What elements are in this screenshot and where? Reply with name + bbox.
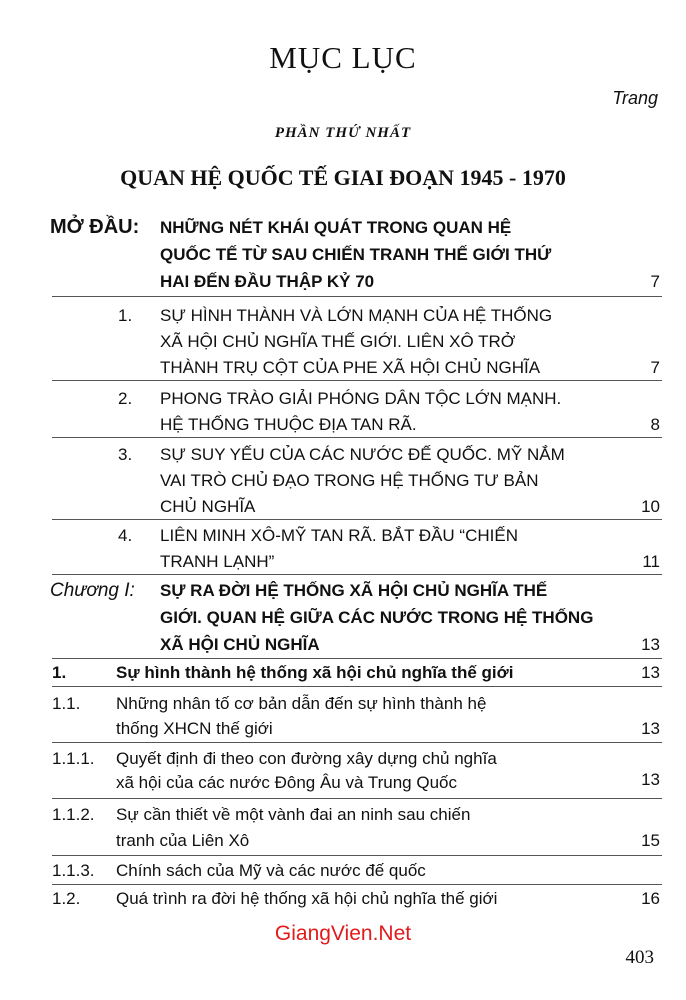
chapter-line: XÃ HỘI CHỦ NGHĨA <box>160 635 320 654</box>
intro-item-line: XÃ HỘI CHỦ NGHĨA THẾ GIỚI. LIÊN XÔ TRỞ <box>160 332 516 351</box>
chapter-line: GIỚI. QUAN HỆ GIỮA CÁC NƯỚC TRONG HỆ THỐNG <box>160 608 594 627</box>
divider <box>52 437 662 438</box>
section-number: 1.1.2. <box>52 805 95 824</box>
section-line: Những nhân tố cơ bản dẫn đến sự hình thành hệ <box>116 694 487 713</box>
section-page: 15 <box>641 831 660 850</box>
divider <box>52 798 662 799</box>
section-page: 16 <box>641 889 660 908</box>
section-number: 1.1.1. <box>52 749 95 768</box>
watermark-text: GiangVien.Net <box>274 922 412 945</box>
section-line: Sự cần thiết về một vành đai an ninh sau chiến <box>116 805 471 824</box>
section-line: xã hội của các nước Đông Âu và Trung Quốc <box>116 773 457 792</box>
intro-item-page: 8 <box>650 415 660 434</box>
section-number: 1.1. <box>52 694 81 713</box>
intro-line: HAI ĐẾN ĐẦU THẬP KỶ 70 <box>160 272 375 291</box>
intro-item-line: HỆ THỐNG THUỘC ĐỊA TAN RÃ. <box>160 415 417 434</box>
section-line: Quyết định đi theo con đường xây dựng chủ nghĩa <box>116 749 497 768</box>
intro-item-line: LIÊN MINH XÔ-MỸ TAN RÃ. BẮT ĐẦU “CHIẾN <box>160 526 518 545</box>
section-page: 13 <box>641 770 660 789</box>
intro-item-line: TRANH LẠNH” <box>160 552 275 571</box>
part-label: PHẦN THỨ NHẤT <box>274 125 412 141</box>
section-line: Sự hình thành hệ thống xã hội chủ nghĩa thế giới <box>116 663 514 682</box>
section-line: tranh của Liên Xô <box>116 831 250 850</box>
divider <box>52 574 662 575</box>
intro-item-page: 10 <box>641 497 660 516</box>
section-line: thống XHCN thế giới <box>116 719 273 738</box>
intro-item-line: PHONG TRÀO GIẢI PHÓNG DÂN TỘC LỚN MẠNH. <box>160 389 562 408</box>
section-line: Chính sách của Mỹ và các nước đế quốc <box>116 861 426 880</box>
intro-item-number: 1. <box>118 306 133 325</box>
intro-item-number: 3. <box>118 445 133 464</box>
chapter-page: 13 <box>641 635 660 654</box>
divider <box>52 855 662 856</box>
intro-item-page: 7 <box>650 358 660 377</box>
intro-item-line: VAI TRÒ CHỦ ĐẠO TRONG HỆ THỐNG TƯ BẢN <box>160 471 539 490</box>
intro-item-number: 4. <box>118 526 133 545</box>
intro-item-line: SỰ SUY YẾU CỦA CÁC NƯỚC ĐẾ QUỐC. MỸ NẮM <box>160 445 565 464</box>
section-line: Quá trình ra đời hệ thống xã hội chủ nghĩa thế giới <box>116 889 498 908</box>
intro-item-number: 2. <box>118 389 133 408</box>
page-number: 403 <box>625 947 654 968</box>
divider <box>52 686 662 687</box>
section-number: 1. <box>52 663 67 682</box>
divider <box>52 296 662 297</box>
page-column-label: Trang <box>612 88 658 108</box>
intro-line: QUỐC TẾ TỪ SAU CHIẾN TRANH THẾ GIỚI THỨ <box>160 245 552 264</box>
intro-line: NHỮNG NÉT KHÁI QUÁT TRONG QUAN HỆ <box>160 218 512 237</box>
part-title: QUAN HỆ QUỐC TẾ GIAI ĐOẠN 1945 - 1970 <box>120 165 566 190</box>
intro-label: MỞ ĐẦU: <box>50 216 140 238</box>
chapter-label: Chương I: <box>50 580 135 601</box>
section-page: 13 <box>641 719 660 738</box>
section-number: 1.1.3. <box>52 861 95 880</box>
intro-item-line: CHỦ NGHĨA <box>160 497 256 516</box>
chapter-line: SỰ RA ĐỜI HỆ THỐNG XÃ HỘI CHỦ NGHĨA THẾ <box>160 581 548 600</box>
divider <box>52 742 662 743</box>
intro-item-line: THÀNH TRỤ CỘT CỦA PHE XÃ HỘI CHỦ NGHĨA <box>160 358 541 377</box>
divider <box>52 519 662 520</box>
divider <box>52 380 662 381</box>
intro-item-page: 11 <box>642 552 660 571</box>
intro-item-line: SỰ HÌNH THÀNH VÀ LỚN MẠNH CỦA HỆ THỐNG <box>160 306 553 325</box>
section-number: 1.2. <box>52 889 81 908</box>
page-title: MỤC LỤC <box>269 40 417 75</box>
intro-page: 7 <box>650 272 660 291</box>
section-page: 13 <box>641 663 660 682</box>
